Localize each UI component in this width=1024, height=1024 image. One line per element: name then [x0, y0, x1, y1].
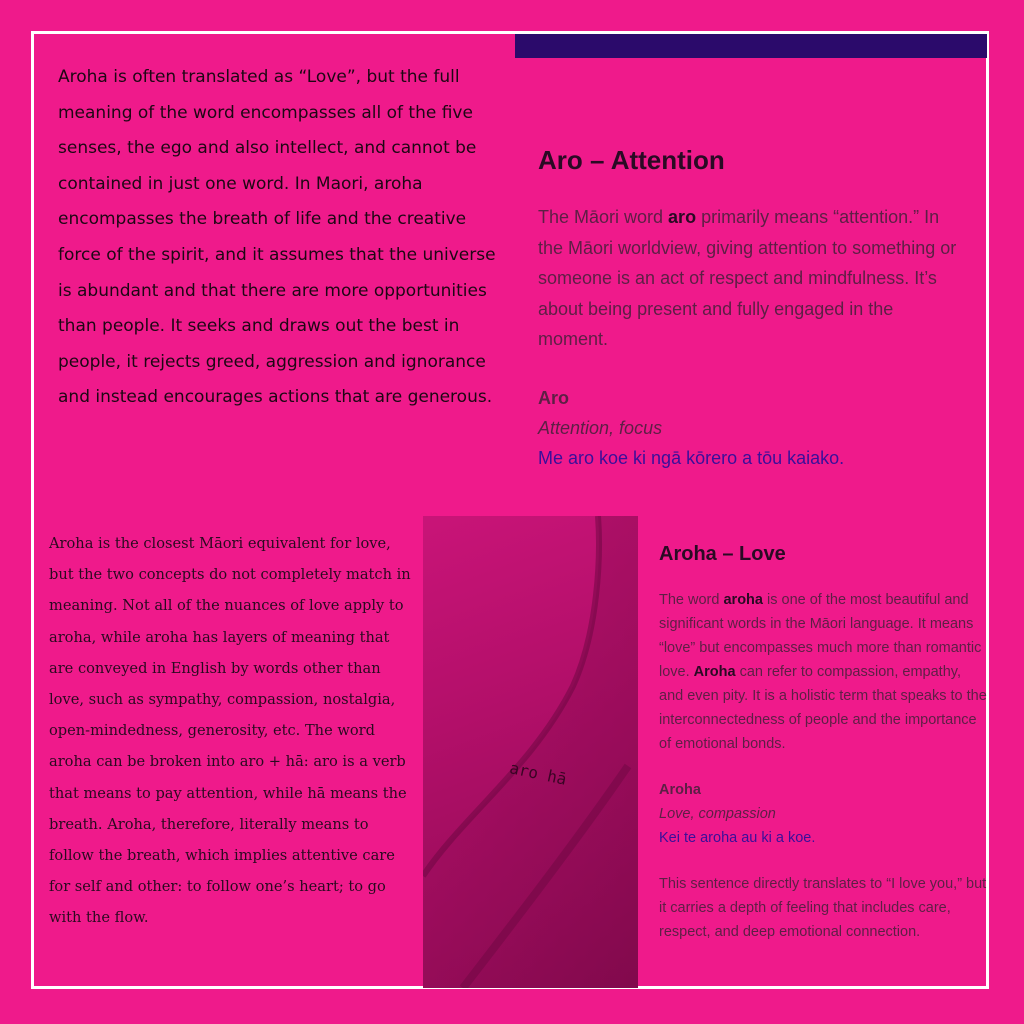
aro-definition-section: [538, 140, 958, 473]
aroha-example-sentence: Kei te aroha au ki a koe.: [659, 830, 816, 846]
aro-description: [538, 202, 958, 355]
accent-bar: [515, 34, 987, 58]
aroha-description-bold-2: Aroha: [693, 664, 736, 680]
aroha-description: [659, 588, 989, 756]
aro-example-sentence: Me aro koe ki ngā kōrero a tōu kaiako.: [538, 447, 845, 468]
aro-description-part-2: primarily means “attention.” In the Māori worldview, giving attention to something or someone is an act of respect and mindfulness. It’s about being present and fully engaged in the moment.: [538, 207, 957, 349]
aroha-intro-paragraph: Aroha is often translated as “Love”, but the full meaning of the word encompasses all of the five senses, the ego and also intellect, and cannot be contained in just one word. In Maori, aroha encompasses the breath of life and the creative force of the spirit, and it assumes that the universe is abundant and that there are more opportunities than people. It seeks and draws out the best in people, it rejects greed, aggression and ignorance and instead encourages actions that are generous.: [58, 67, 496, 408]
aroha-description-part-3: can refer to compassion, empathy, and even pity. It is a holistic term that speaks to the interconnectedness of people and the importance of emotional bonds.: [659, 664, 987, 752]
aro-term: Aro: [538, 387, 569, 408]
tattoo-text: aro hā: [507, 758, 569, 789]
aroha-term: Aroha: [659, 782, 701, 798]
aroha-gloss: Love, compassion: [659, 806, 776, 822]
aro-gloss: Attention, focus: [538, 417, 663, 438]
aroha-description-part-2: is one of the most beautiful and significant words in the Māori language. It means “love” but encompasses much more than romantic love.: [659, 592, 982, 680]
aroha-description-bold-1: aroha: [723, 592, 763, 608]
arm-illustration: [423, 516, 638, 988]
aro-heading: Aro – Attention: [538, 145, 725, 175]
aroha-definition-section: [659, 538, 989, 944]
aroha-description-part-1: The word: [659, 592, 724, 608]
aroha-heading: Aroha – Love: [659, 543, 786, 565]
aroha-meaning-paragraph: Aroha is the closest Māori equivalent for love, but the two concepts do not completely match in meaning. Not all of the nuances of love apply to aroha, while aroha has layers of meaning that are conveyed in English by words other than love, such as sympathy, compassion, nostalgia, open-mindedness, generosity, etc. The word aroha can be broken into aro + hā: aro is a verb that means to pay attention, while hā means the breath. Aroha, therefore, literally means to follow the breath, which implies attentive care for self and other: to follow one’s heart; to go with the flow.: [49, 535, 411, 927]
aro-description-part-1: The Māori word: [538, 207, 669, 227]
aroha-translation-note: This sentence directly translates to “I love you,” but it carries a depth of feeling that includes care, respect, and deep emotional connection.: [659, 876, 987, 940]
tattoo-arm-photo: [423, 516, 638, 988]
aro-description-bold: aro: [668, 207, 697, 227]
